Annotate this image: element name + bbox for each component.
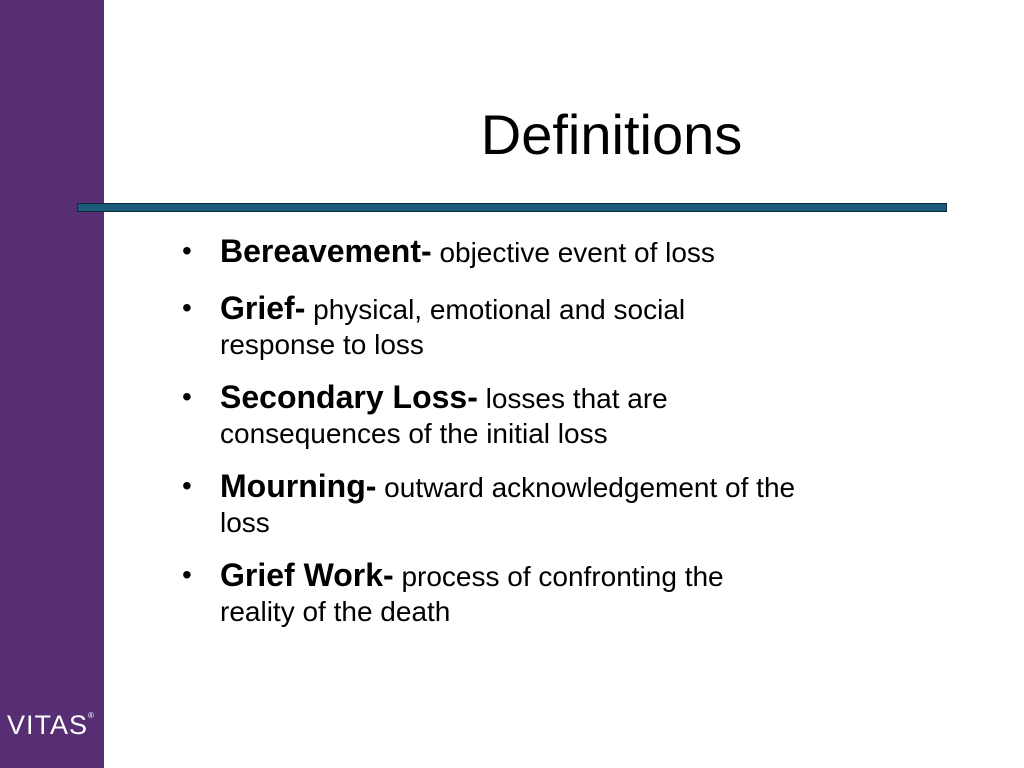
definition-continued: response to loss (220, 329, 424, 360)
bullet-icon: • (182, 559, 192, 590)
term: Secondary Loss- (220, 379, 478, 415)
term: Grief Work- (220, 557, 394, 593)
vitas-logo (7, 712, 94, 739)
list-item (180, 287, 950, 363)
term: Grief- (220, 290, 306, 326)
definition-continued: reality of the death (220, 596, 451, 627)
term: Bereavement- (220, 233, 432, 269)
bullet-icon: • (182, 381, 192, 412)
list-item (180, 554, 950, 630)
list-item (180, 376, 950, 452)
slide-title: Definitions (480, 103, 743, 166)
title-divider (77, 203, 947, 212)
list-item (180, 465, 950, 541)
term: Mourning- (220, 468, 377, 504)
definitions-list (180, 230, 950, 643)
definition-continued: consequences of the initial loss (220, 418, 608, 449)
definition: losses that are (485, 383, 668, 414)
definition-continued: loss (220, 507, 270, 538)
sidebar-band (0, 0, 104, 768)
definition: objective event of loss (439, 237, 715, 268)
definition: process of confronting the (401, 561, 724, 592)
definition: physical, emotional and social (313, 294, 686, 325)
logo-text: VITAS (7, 710, 89, 740)
list-item (180, 230, 950, 274)
bullet-icon: • (182, 470, 192, 501)
bullet-icon: • (182, 235, 192, 266)
registered-mark: ® (88, 711, 94, 720)
bullet-icon: • (182, 292, 192, 323)
definition: outward acknowledgement of the (384, 472, 796, 503)
